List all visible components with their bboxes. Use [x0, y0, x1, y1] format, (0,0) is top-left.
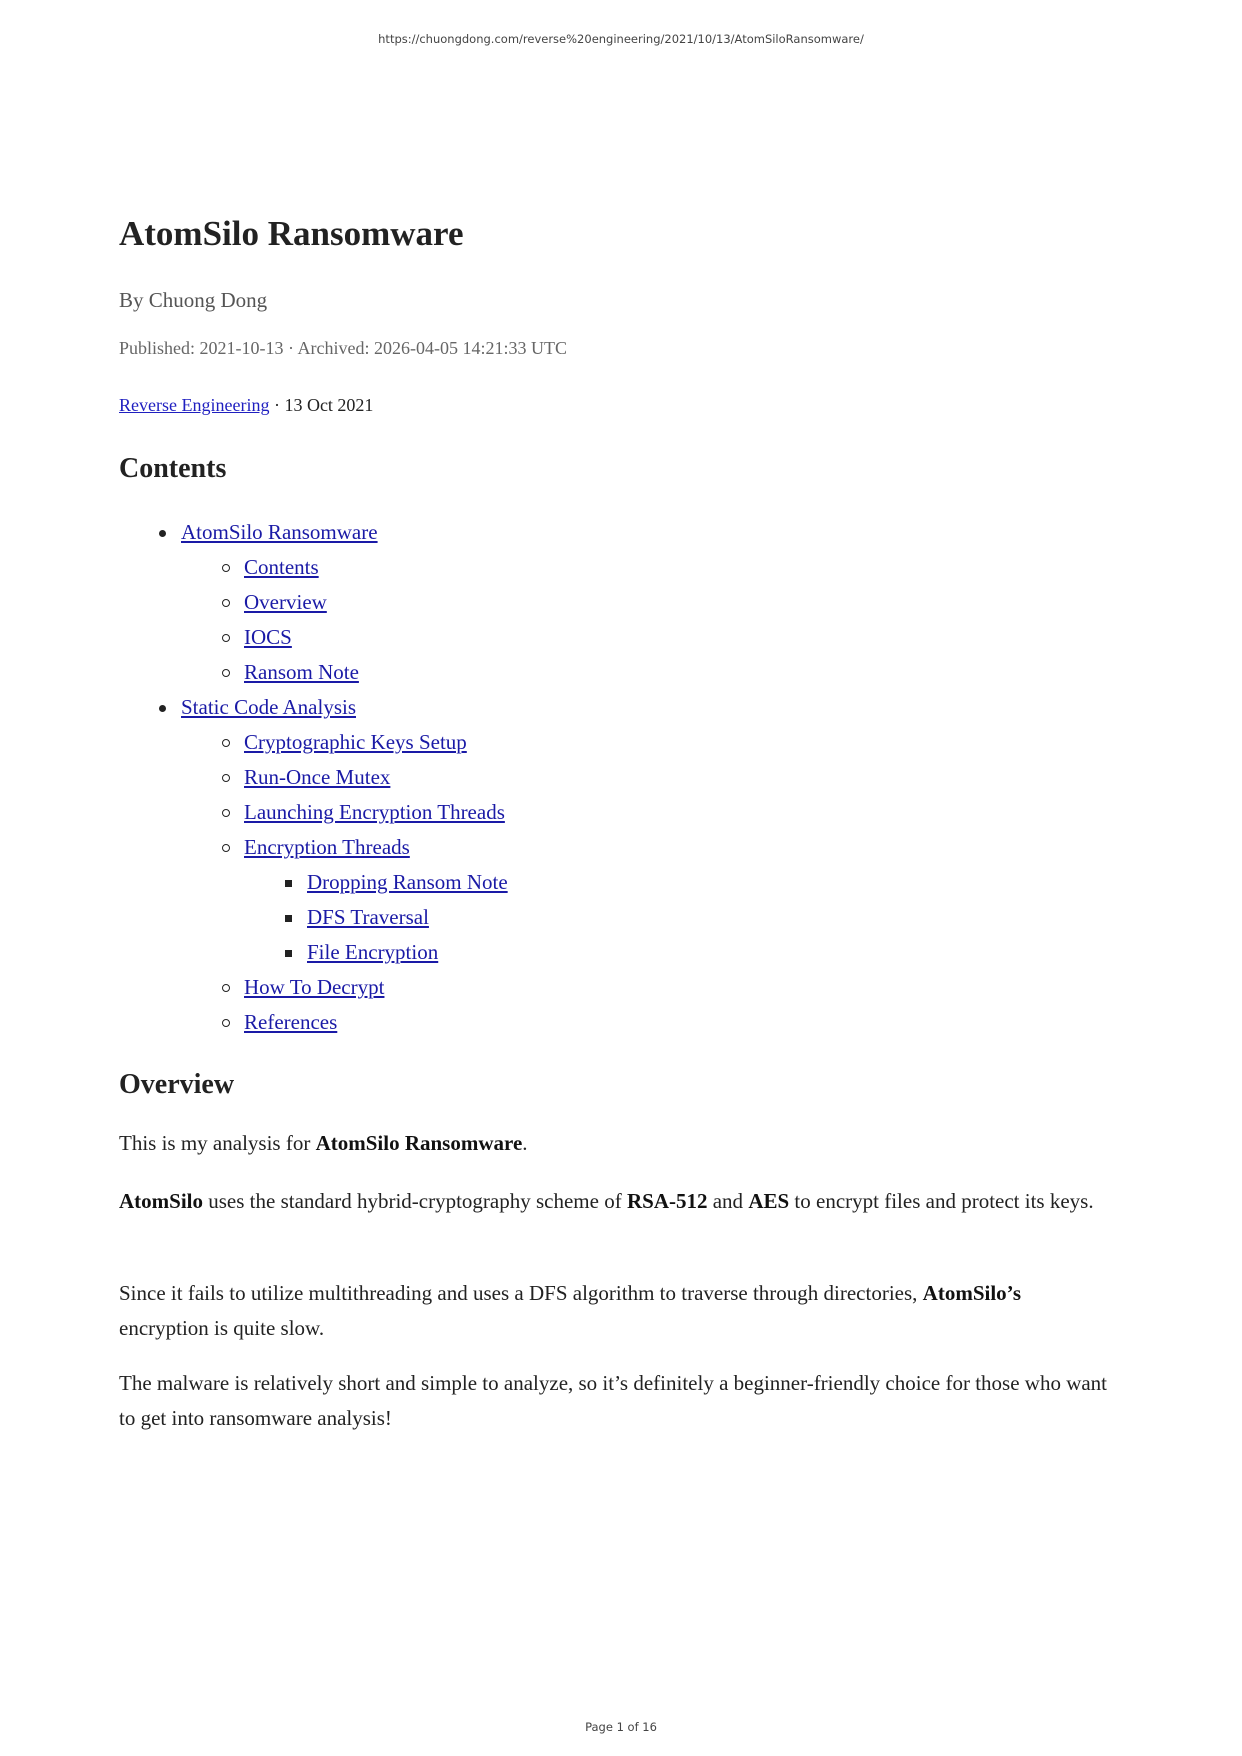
- bold-text: AtomSilo Ransomware: [315, 1131, 523, 1155]
- circle-bullet: [222, 984, 230, 992]
- bold-text: AtomSilo’s: [922, 1281, 1022, 1305]
- circle-bullet: [222, 739, 230, 747]
- category-link[interactable]: Reverse Engineering: [119, 395, 270, 415]
- text-run: The malware is relatively short and simple to analyze, so it’s definitely a beginner-friendly choice for those who want to get into ransomware analysis!: [119, 1371, 1108, 1430]
- circle-bullet: [222, 774, 230, 782]
- overview-paragraph-1: [119, 1126, 1109, 1161]
- overview-paragraph-3: [119, 1276, 1109, 1346]
- circle-bullet: [222, 634, 230, 642]
- circle-bullet: [222, 844, 230, 852]
- bold-text: RSA-512: [626, 1189, 708, 1213]
- circle-bullet: [222, 669, 230, 677]
- circle-bullet: [222, 809, 230, 817]
- text-run: uses the standard hybrid-cryptography scheme of: [203, 1189, 627, 1213]
- toc-item: [119, 690, 508, 725]
- toc-link-static-code-analysis[interactable]: Static Code Analysis: [181, 695, 356, 719]
- page-title: AtomSilo Ransomware: [119, 214, 464, 253]
- toc-item: [119, 900, 508, 935]
- text-run: encryption is quite slow.: [119, 1316, 325, 1340]
- toc-link-iocs[interactable]: IOCS: [244, 625, 292, 649]
- toc-item: [119, 585, 508, 620]
- toc-link-dropping-ransom-note[interactable]: Dropping Ransom Note: [307, 870, 508, 894]
- toc-link-cryptographic-keys-setup[interactable]: Cryptographic Keys Setup: [244, 730, 467, 754]
- square-bullet: [285, 880, 292, 887]
- toc-item: [119, 865, 508, 900]
- text-run: .: [522, 1131, 528, 1155]
- toc-item: [119, 725, 508, 760]
- disc-bullet: [159, 530, 166, 537]
- toc-link-dfs-traversal[interactable]: DFS Traversal: [307, 905, 429, 929]
- publish-info: Published: 2021-10-13 · Archived: 2026-04-05 14:21:33 UTC: [119, 338, 567, 358]
- toc-item: [119, 620, 508, 655]
- circle-bullet: [222, 564, 230, 572]
- toc-item: [119, 970, 508, 1005]
- toc-item: [119, 515, 508, 550]
- toc-item: [119, 1005, 508, 1040]
- text-run: and: [707, 1189, 749, 1213]
- table-of-contents: [119, 515, 508, 1040]
- toc-link-atomsilo-ransomware[interactable]: AtomSilo Ransomware: [181, 520, 378, 544]
- page-number-footer: Page 1 of 16: [585, 1720, 657, 1734]
- category-date: · 13 Oct 2021: [269, 395, 374, 415]
- toc-link-run-once-mutex[interactable]: Run-Once Mutex: [244, 765, 391, 789]
- toc-link-overview[interactable]: Overview: [244, 590, 327, 614]
- toc-link-encryption-threads[interactable]: Encryption Threads: [244, 835, 410, 859]
- overview-paragraph-4: [119, 1366, 1109, 1436]
- bold-text: AtomSilo: [119, 1189, 203, 1213]
- toc-link-references[interactable]: References: [244, 1010, 338, 1034]
- toc-item: [119, 795, 508, 830]
- circle-bullet: [222, 1019, 230, 1027]
- text-run: This is my analysis for: [119, 1131, 316, 1155]
- square-bullet: [285, 915, 292, 922]
- toc-link-contents[interactable]: Contents: [244, 555, 319, 579]
- toc-item: [119, 935, 508, 970]
- disc-bullet: [159, 705, 166, 712]
- overview-paragraph-2: [119, 1184, 1109, 1219]
- text-run: Since it fails to utilize multithreading and uses a DFS algorithm to traverse through directories,: [119, 1281, 923, 1305]
- text-run: to encrypt files and protect its keys.: [789, 1189, 1094, 1213]
- bold-text: AES: [748, 1189, 790, 1213]
- toc-link-ransom-note[interactable]: Ransom Note: [244, 660, 359, 684]
- page-url-header: https://chuongdong.com/reverse%20engineering/2021/10/13/AtomSiloRansomware/: [378, 32, 864, 46]
- square-bullet: [285, 950, 292, 957]
- toc-item: [119, 830, 508, 865]
- contents-heading: Contents: [119, 453, 227, 484]
- toc-link-launching-encryption-threads[interactable]: Launching Encryption Threads: [244, 800, 505, 824]
- toc-item: [119, 550, 508, 585]
- toc-item: [119, 760, 508, 795]
- toc-link-file-encryption[interactable]: File Encryption: [307, 940, 439, 964]
- toc-link-how-to-decrypt[interactable]: How To Decrypt: [244, 975, 385, 999]
- category-line: [119, 395, 373, 416]
- circle-bullet: [222, 599, 230, 607]
- toc-item: [119, 655, 508, 690]
- overview-heading: Overview: [119, 1069, 235, 1100]
- author-byline: By Chuong Dong: [119, 288, 268, 312]
